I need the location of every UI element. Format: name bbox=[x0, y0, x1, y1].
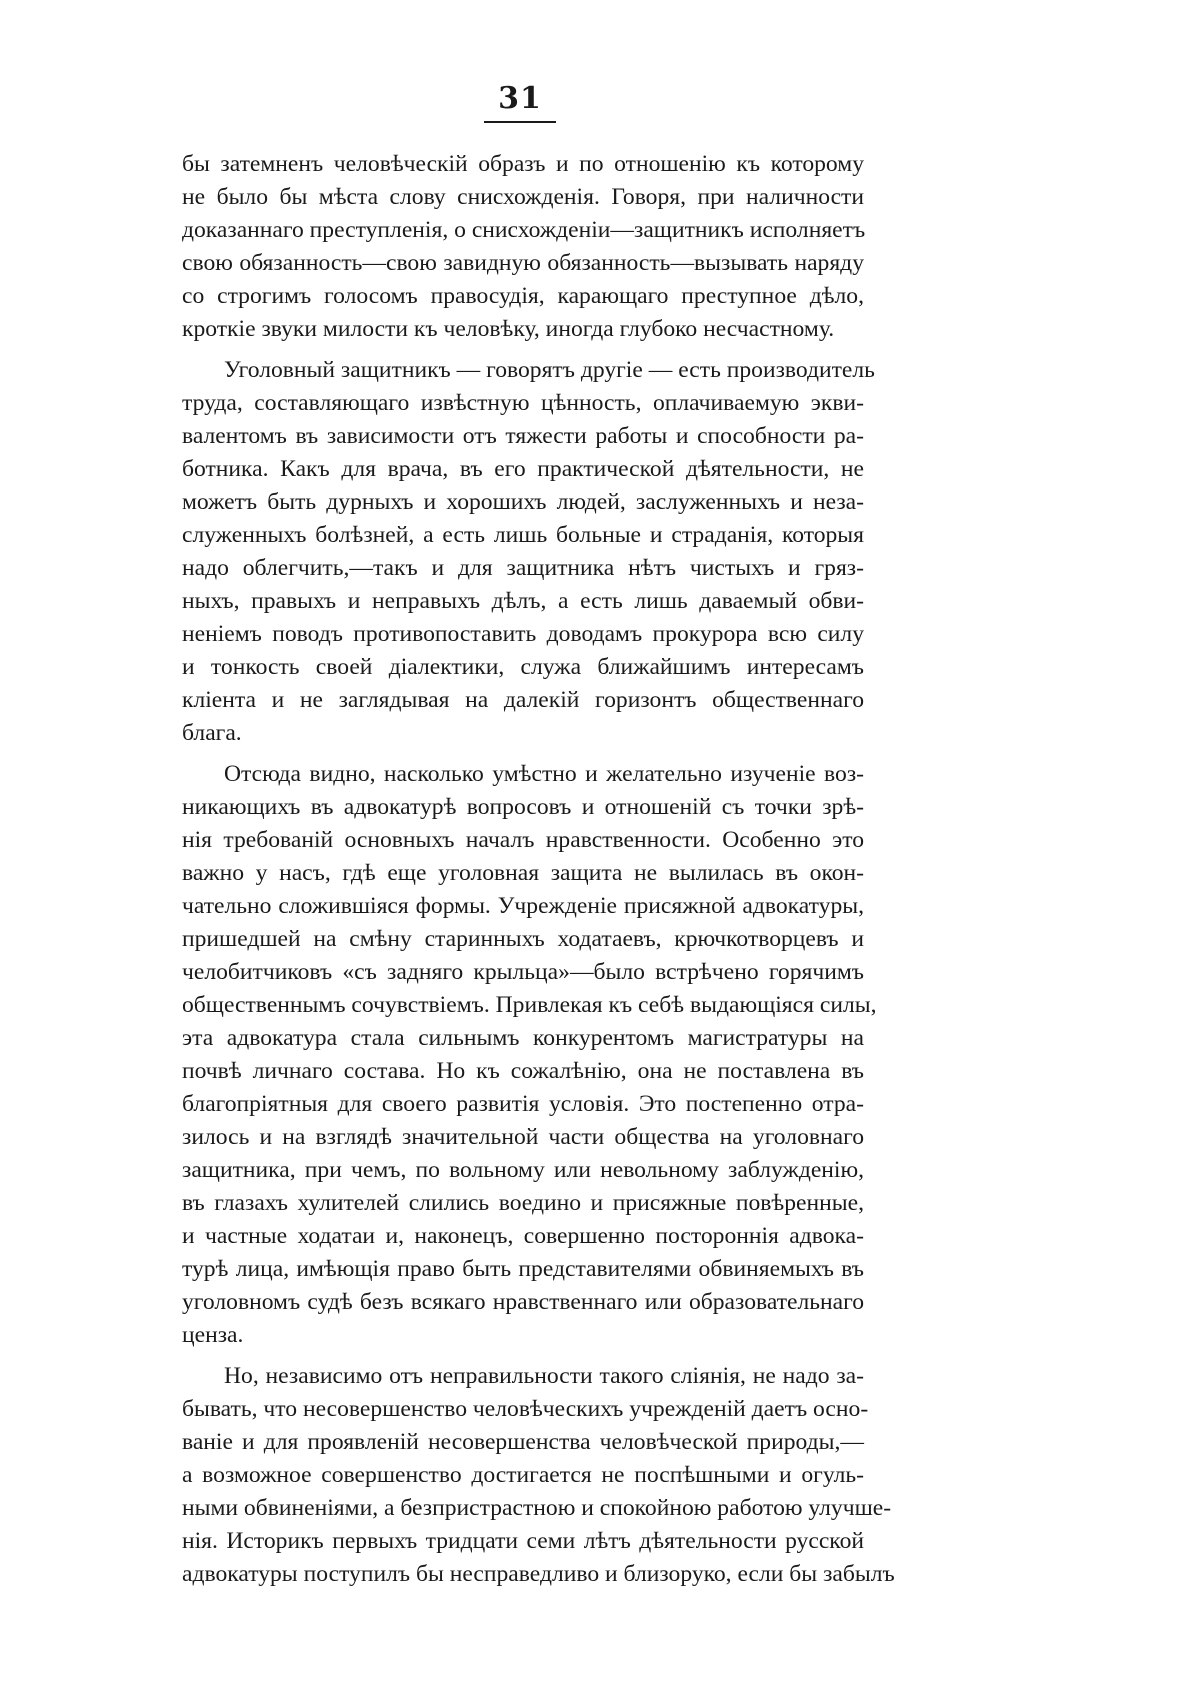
text-line: надо облегчить,—такъ и для защитника нѣтъ чистыхъ и гряз- bbox=[182, 555, 864, 581]
text-line: ценза. bbox=[182, 1322, 244, 1348]
text-line: нія. Историкъ первыхъ тридцати семи лѣтъ дѣятельности русской bbox=[182, 1528, 864, 1554]
text-line: Отсюда видно, насколько умѣстно и желательно изученіе воз- bbox=[224, 761, 864, 787]
page-number-underline bbox=[484, 121, 556, 123]
text-line: труда, составляющаго извѣстную цѣнность, оплачиваемую экви- bbox=[182, 390, 864, 416]
text-line: ныхъ, правыхъ и неправыхъ дѣлъ, а есть лишь даваемый обви- bbox=[182, 588, 864, 614]
page-number: 31 bbox=[498, 81, 542, 116]
text-line: почвѣ личнаго состава. Но къ сожалѣнію, она не поставлена въ bbox=[182, 1058, 864, 1084]
text-line: и частные ходатаи и, наконецъ, совершенно постороннія адвока- bbox=[182, 1223, 864, 1249]
text-line: Уголовный защитникъ — говорятъ другіе — есть производитель bbox=[224, 357, 875, 383]
text-line: кліента и не заглядывая на далекій горизонтъ общественнаго bbox=[182, 687, 864, 713]
text-line: не было бы мѣста слову снисхожденія. Говоря, при наличности bbox=[182, 184, 864, 210]
text-line: турѣ лица, имѣющія право быть представителями обвиняемыхъ въ bbox=[182, 1256, 864, 1282]
text-line: свою обязанность—свою завидную обязанность—вызывать наряду bbox=[182, 250, 864, 276]
text-line: служенныхъ болѣзней, а есть лишь больные и страданія, которыя bbox=[182, 522, 864, 548]
text-line: въ глазахъ хулителей слились воедино и присяжные повѣренные, bbox=[182, 1190, 864, 1216]
text-line: бы затемненъ человѣческій образъ и по отношенію къ которому bbox=[182, 151, 864, 177]
text-line: никающихъ въ адвокатурѣ вопросовъ и отношеній съ точки зрѣ- bbox=[182, 794, 864, 820]
text-line: уголовномъ судѣ безъ всякаго нравственнаго или образовательнаго bbox=[182, 1289, 864, 1315]
text-line: блага. bbox=[182, 720, 242, 746]
paragraph-gap bbox=[182, 750, 864, 758]
text-line: ваніе и для проявленій несовершенства человѣческой природы,— bbox=[182, 1429, 864, 1455]
text-line: кроткіе звуки милости къ человѣку, иногда глубоко несчастному. bbox=[182, 316, 835, 342]
text-line: челобитчиковъ «съ задняго крыльца»—было встрѣчено горячимъ bbox=[182, 959, 864, 985]
text-line: эта адвокатура стала сильнымъ конкурентомъ магистратуры на bbox=[182, 1025, 864, 1051]
text-line: доказаннаго преступленія, о снисхожденіи—защитникъ исполняетъ bbox=[182, 217, 866, 243]
text-line: валентомъ въ зависимости отъ тяжести работы и способности ра- bbox=[182, 423, 864, 449]
text-line: благопріятныя для своего развитія условія. Это постепенно отра- bbox=[182, 1091, 864, 1117]
text-line: а возможное совершенство достигается не поспѣшными и огуль- bbox=[182, 1462, 864, 1488]
text-line: бывать, что несовершенство человѣческихъ учрежденій даетъ осно- bbox=[182, 1396, 869, 1422]
paragraph-gap bbox=[182, 1352, 864, 1360]
text-line: и тонкость своей діалектики, служа ближайшимъ интересамъ bbox=[182, 654, 864, 680]
text-line: нія требованій основныхъ началъ нравственности. Особенно это bbox=[182, 827, 864, 853]
text-line: защитника, при чемъ, по вольному или невольному заблужденію, bbox=[182, 1157, 864, 1183]
paragraph bbox=[182, 758, 877, 1352]
text-line: общественнымъ сочувствіемъ. Привлекая къ себѣ выдающіяся силы, bbox=[182, 992, 877, 1018]
text-line: можетъ быть дурныхъ и хорошихъ людей, заслуженныхъ и неза- bbox=[182, 489, 864, 515]
paragraph-gap bbox=[182, 346, 864, 354]
paragraph bbox=[182, 1360, 895, 1591]
text-line: адвокатуры поступилъ бы несправедливо и близоруко, если бы забылъ bbox=[182, 1561, 895, 1587]
text-line: зилось и на взглядѣ значительной части общества на уголовнаго bbox=[182, 1124, 864, 1150]
text-line: чательно сложившіяся формы. Учрежденіе присяжной адвокатуры, bbox=[182, 893, 864, 919]
body-text bbox=[182, 148, 895, 1591]
text-line: ными обвиненіями, а безпристрастною и спокойною работою улучше- bbox=[182, 1495, 892, 1521]
text-line: важно у насъ, гдѣ еще уголовная защита не вылилась въ окон- bbox=[182, 860, 864, 886]
text-line: пришедшей на смѣну старинныхъ ходатаевъ, крючкотворцевъ и bbox=[182, 926, 864, 952]
paragraph bbox=[182, 354, 875, 750]
text-line: Но, независимо отъ неправильности такого слiянiя, не надо за- bbox=[224, 1363, 864, 1389]
text-line: неніемъ поводъ противопоставить доводамъ прокурора всю силу bbox=[182, 621, 864, 647]
text-line: ботника. Какъ для врача, въ его практической дѣятельности, не bbox=[182, 456, 864, 482]
text-line: со строгимъ голосомъ правосудія, карающаго преступное дѣло, bbox=[182, 283, 864, 309]
paragraph bbox=[182, 148, 864, 346]
